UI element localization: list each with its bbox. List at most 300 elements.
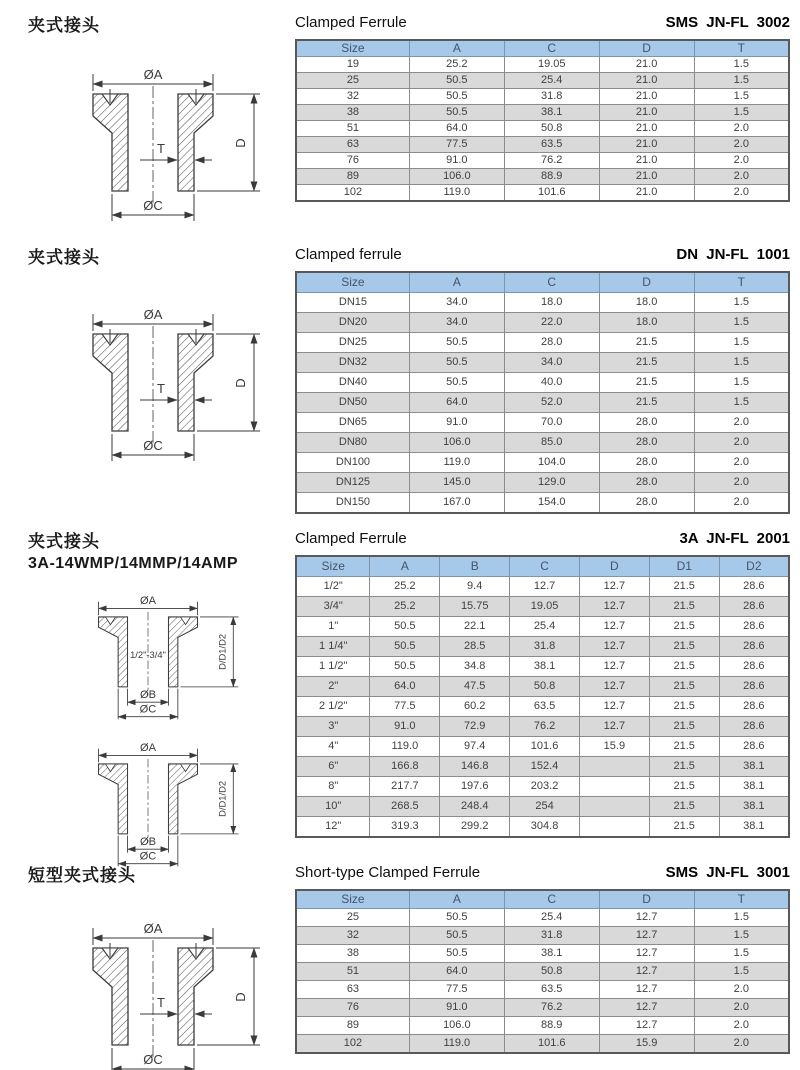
table-cell: 15.9 xyxy=(599,1035,694,1054)
table-cell: 167.0 xyxy=(409,493,504,514)
table-cell: 32 xyxy=(296,927,409,945)
section3-left xyxy=(28,530,290,868)
table-cell: 102 xyxy=(296,185,409,202)
table-cell: 25.4 xyxy=(504,73,599,89)
spec-table-sms-3002 xyxy=(295,39,790,202)
section2-left xyxy=(28,246,290,479)
table-row xyxy=(296,373,789,393)
table-row xyxy=(296,293,789,313)
table-cell: 88.9 xyxy=(504,169,599,185)
table-cell: 28.0 xyxy=(599,413,694,433)
table-cell: 50.5 xyxy=(370,657,440,677)
table-cell: 12.7 xyxy=(579,677,649,697)
table-cell: 89 xyxy=(296,169,409,185)
table-row xyxy=(296,737,789,757)
table-cell: 28.6 xyxy=(719,717,789,737)
table-cell: 21.0 xyxy=(599,137,694,153)
table-cell: 15.9 xyxy=(579,737,649,757)
table-row xyxy=(296,1017,789,1035)
table-cell: 50.5 xyxy=(409,927,504,945)
table-cell: 102 xyxy=(296,1035,409,1054)
table-cell: 154.0 xyxy=(504,493,599,514)
table-cell: 1.5 xyxy=(694,373,789,393)
table-cell: 50.5 xyxy=(409,945,504,963)
ferrule-cross-section-drawing xyxy=(28,39,278,239)
table-cell: 1.5 xyxy=(694,333,789,353)
table-cell: 1.5 xyxy=(694,393,789,413)
table-cell: 21.5 xyxy=(599,333,694,353)
table-row xyxy=(296,757,789,777)
table-cell: 21.5 xyxy=(649,797,719,817)
table-cell: 21.5 xyxy=(599,393,694,413)
table-cell: 28.0 xyxy=(599,433,694,453)
table-cell: 63.5 xyxy=(504,981,599,999)
table-cell: 4" xyxy=(296,737,370,757)
table-cell: 12.7 xyxy=(579,597,649,617)
table-header-row xyxy=(296,890,789,909)
table-cell: DN125 xyxy=(296,473,409,493)
section1-right xyxy=(295,14,790,202)
table-cell: 64.0 xyxy=(409,393,504,413)
table-cell: 60.2 xyxy=(440,697,510,717)
table-cell: 3" xyxy=(296,717,370,737)
table-cell: 101.6 xyxy=(504,1035,599,1054)
section1-chinese-label: 夹式接头 xyxy=(28,16,100,35)
table-row xyxy=(296,927,789,945)
table-cell: 25.4 xyxy=(510,617,580,637)
table-cell: DN25 xyxy=(296,333,409,353)
table-header-row xyxy=(296,272,789,293)
table-cell: 21.5 xyxy=(649,697,719,717)
column-header: T xyxy=(694,272,789,293)
table-cell: 76 xyxy=(296,153,409,169)
table-row xyxy=(296,657,789,677)
table-row xyxy=(296,333,789,353)
table-cell: 2.0 xyxy=(694,453,789,473)
table-cell: 197.6 xyxy=(440,777,510,797)
section4-standard-code: SMS JN-FL 3001 xyxy=(665,864,790,881)
table-cell: 9.4 xyxy=(440,577,510,597)
column-header: Size xyxy=(296,890,409,909)
table-row xyxy=(296,185,789,202)
table-cell: 12.7 xyxy=(510,577,580,597)
table-cell: 91.0 xyxy=(409,413,504,433)
table-cell xyxy=(579,777,649,797)
table-cell: 25 xyxy=(296,909,409,927)
ferrule-3a-large-drawing xyxy=(28,723,268,868)
table-cell: 1.5 xyxy=(694,945,789,963)
section3-titlebar xyxy=(295,530,790,547)
dim-label-d-d1-d2: D/D1/D2 xyxy=(217,780,228,817)
table-cell: 38 xyxy=(296,105,409,121)
table-cell: 28.0 xyxy=(599,473,694,493)
table-cell: 28.6 xyxy=(719,617,789,637)
table-cell: 101.6 xyxy=(504,185,599,202)
column-header: C xyxy=(504,890,599,909)
table-cell: 12.7 xyxy=(599,1017,694,1035)
table-cell: 217.7 xyxy=(370,777,440,797)
table-row xyxy=(296,777,789,797)
spec-table-3a-2001 xyxy=(295,555,790,838)
dim-label-diameter-c: ØC xyxy=(139,703,157,716)
dim-label-t: T xyxy=(157,995,165,1010)
table-cell: 12.7 xyxy=(579,697,649,717)
section4-right xyxy=(295,864,790,1054)
table-cell: 63 xyxy=(296,981,409,999)
table-cell: 1.5 xyxy=(694,73,789,89)
table-row xyxy=(296,313,789,333)
table-cell: 50.5 xyxy=(409,105,504,121)
table-cell: 76.2 xyxy=(510,717,580,737)
dim-label-diameter-b: ØB xyxy=(139,688,157,701)
section1-titlebar xyxy=(295,14,790,31)
table-cell: 21.5 xyxy=(649,737,719,757)
table-row xyxy=(296,717,789,737)
table-cell: 15.75 xyxy=(440,597,510,617)
table-cell: 25.4 xyxy=(504,909,599,927)
table-cell: 32 xyxy=(296,89,409,105)
table-cell: 28.0 xyxy=(599,493,694,514)
table-cell: 21.0 xyxy=(599,169,694,185)
table-row xyxy=(296,73,789,89)
table-cell: 146.8 xyxy=(440,757,510,777)
table-cell: DN20 xyxy=(296,313,409,333)
table-cell: 40.0 xyxy=(504,373,599,393)
section3-right xyxy=(295,530,790,838)
dim-label-t: T xyxy=(157,141,165,156)
table-cell: 101.6 xyxy=(510,737,580,757)
table-cell: 28.6 xyxy=(719,657,789,677)
table-cell: 28.0 xyxy=(504,333,599,353)
table-cell: 28.6 xyxy=(719,737,789,757)
table-cell: 12.7 xyxy=(599,909,694,927)
table-row xyxy=(296,353,789,373)
dim-label-d-d1-d2: D/D1/D2 xyxy=(217,633,228,670)
table-cell: 22.1 xyxy=(440,617,510,637)
column-header: C xyxy=(504,40,599,57)
column-header: T xyxy=(694,40,789,57)
table-cell: 1" xyxy=(296,617,370,637)
table-cell: 63.5 xyxy=(504,137,599,153)
column-header: C xyxy=(510,556,580,577)
ferrule-cross-section-drawing xyxy=(28,279,278,479)
table-cell: 64.0 xyxy=(409,963,504,981)
dim-label-t: T xyxy=(157,381,165,396)
table-cell: 12.7 xyxy=(579,617,649,637)
table-cell: 28.6 xyxy=(719,677,789,697)
table-cell: 34.0 xyxy=(409,313,504,333)
column-header: D1 xyxy=(649,556,719,577)
bore-range-label: 1/2"-3/4" xyxy=(130,649,166,660)
column-header: T xyxy=(694,890,789,909)
table-row xyxy=(296,473,789,493)
table-cell: 1.5 xyxy=(694,927,789,945)
table-cell: DN50 xyxy=(296,393,409,413)
table-cell: 2.0 xyxy=(694,1035,789,1054)
table-cell: 319.3 xyxy=(370,817,440,838)
table-cell: 25.2 xyxy=(409,57,504,73)
table-cell: 88.9 xyxy=(504,1017,599,1035)
table-cell: 76 xyxy=(296,999,409,1017)
table-row xyxy=(296,637,789,657)
table-cell: 50.5 xyxy=(409,333,504,353)
table-cell: 21.0 xyxy=(599,105,694,121)
table-row xyxy=(296,1035,789,1054)
table-cell: 21.0 xyxy=(599,73,694,89)
table-cell: 18.0 xyxy=(504,293,599,313)
section3-model-label: 3A-14WMP/14MMP/14AMP xyxy=(28,555,239,572)
table-header-row xyxy=(296,556,789,577)
table-cell: 1.5 xyxy=(694,353,789,373)
table-cell: DN40 xyxy=(296,373,409,393)
table-cell: 18.0 xyxy=(599,313,694,333)
section4-titlebar xyxy=(295,864,790,881)
dim-label-diameter-a: ØA xyxy=(139,742,157,755)
table-cell: DN80 xyxy=(296,433,409,453)
column-header: Size xyxy=(296,272,409,293)
table-cell: 152.4 xyxy=(510,757,580,777)
dim-label-diameter-c: ØC xyxy=(143,198,163,213)
table-cell: 97.4 xyxy=(440,737,510,757)
table-cell: 18.0 xyxy=(599,293,694,313)
table-cell: 10" xyxy=(296,797,370,817)
table-cell: 21.5 xyxy=(649,617,719,637)
table-cell: 52.0 xyxy=(504,393,599,413)
section2-standard-code: DN JN-FL 1001 xyxy=(676,246,790,263)
table-cell: 63.5 xyxy=(510,697,580,717)
section3-chinese-label: 夹式接头 xyxy=(28,532,100,551)
table-cell: 2.0 xyxy=(694,981,789,999)
table-row xyxy=(296,697,789,717)
table-cell: 106.0 xyxy=(409,169,504,185)
table-cell: 248.4 xyxy=(440,797,510,817)
table-cell: 304.8 xyxy=(510,817,580,838)
dim-label-diameter-a: ØA xyxy=(139,595,157,608)
table-cell: 21.5 xyxy=(649,757,719,777)
table-cell: 2.0 xyxy=(694,169,789,185)
table-cell: 2.0 xyxy=(694,473,789,493)
table-cell: 19.05 xyxy=(510,597,580,617)
table-cell: 1.5 xyxy=(694,963,789,981)
column-header: D xyxy=(599,272,694,293)
table-row xyxy=(296,577,789,597)
table-cell: 28.5 xyxy=(440,637,510,657)
column-header: C xyxy=(504,272,599,293)
table-cell: 77.5 xyxy=(409,137,504,153)
table-row xyxy=(296,137,789,153)
dim-label-diameter-c: ØC xyxy=(143,438,163,453)
table-row xyxy=(296,677,789,697)
table-cell: 50.5 xyxy=(409,373,504,393)
table-cell: 2.0 xyxy=(694,185,789,202)
table-cell: 12.7 xyxy=(599,999,694,1017)
table-cell: 28.6 xyxy=(719,697,789,717)
table-cell: 21.5 xyxy=(649,817,719,838)
column-header: D2 xyxy=(719,556,789,577)
table-cell: 1.5 xyxy=(694,313,789,333)
table-row xyxy=(296,945,789,963)
table-cell: 19 xyxy=(296,57,409,73)
dim-label-diameter-b: ØB xyxy=(139,835,157,848)
table-cell: 2" xyxy=(296,677,370,697)
section1-title: Clamped Ferrule xyxy=(295,14,407,31)
table-cell: 25.2 xyxy=(370,597,440,617)
table-header-row xyxy=(296,40,789,57)
table-cell: 2.0 xyxy=(694,1017,789,1035)
spec-table-sms-3001 xyxy=(295,889,790,1054)
table-cell: 119.0 xyxy=(409,453,504,473)
table-cell: 34.0 xyxy=(409,293,504,313)
table-cell: 1.5 xyxy=(694,57,789,73)
column-header: A xyxy=(409,890,504,909)
table-cell: 19.05 xyxy=(504,57,599,73)
table-cell: 21.5 xyxy=(599,373,694,393)
table-cell: 38.1 xyxy=(504,945,599,963)
spec-table-dn-1001 xyxy=(295,271,790,514)
table-cell: DN100 xyxy=(296,453,409,473)
section3-standard-code: 3A JN-FL 2001 xyxy=(679,530,790,547)
column-header: D xyxy=(599,890,694,909)
table-cell: 21.5 xyxy=(649,637,719,657)
table-row xyxy=(296,169,789,185)
table-cell: 47.5 xyxy=(440,677,510,697)
table-cell: 12.7 xyxy=(599,945,694,963)
table-cell: 38.1 xyxy=(719,777,789,797)
table-cell: 2.0 xyxy=(694,153,789,169)
table-cell: 3/4" xyxy=(296,597,370,617)
table-cell: 25.2 xyxy=(370,577,440,597)
table-cell: 21.0 xyxy=(599,57,694,73)
table-row xyxy=(296,981,789,999)
table-cell: 6" xyxy=(296,757,370,777)
table-cell: 50.5 xyxy=(370,637,440,657)
table-cell: 50.5 xyxy=(409,89,504,105)
table-cell: DN65 xyxy=(296,413,409,433)
table-cell: 63 xyxy=(296,137,409,153)
column-header: D xyxy=(599,40,694,57)
table-cell: 1.5 xyxy=(694,293,789,313)
table-cell: 1.5 xyxy=(694,909,789,927)
table-cell: 72.9 xyxy=(440,717,510,737)
table-cell: 2 1/2" xyxy=(296,697,370,717)
table-cell: 145.0 xyxy=(409,473,504,493)
table-cell: 77.5 xyxy=(370,697,440,717)
table-cell: 203.2 xyxy=(510,777,580,797)
table-cell: 38.1 xyxy=(719,817,789,838)
table-cell: 1 1/4" xyxy=(296,637,370,657)
dim-label-diameter-a: ØA xyxy=(143,67,163,82)
column-header: Size xyxy=(296,556,370,577)
table-cell: 1 1/2" xyxy=(296,657,370,677)
table-cell: 38.1 xyxy=(504,105,599,121)
table-cell: 28.6 xyxy=(719,577,789,597)
dim-label-diameter-a: ØA xyxy=(143,921,163,936)
table-cell: 1.5 xyxy=(694,105,789,121)
table-cell: 12.7 xyxy=(579,577,649,597)
table-cell: 12.7 xyxy=(599,963,694,981)
table-row xyxy=(296,493,789,514)
section1-left xyxy=(28,14,290,239)
table-cell: 50.8 xyxy=(504,963,599,981)
dim-label-diameter-c: ØC xyxy=(143,1052,163,1067)
table-cell: 64.0 xyxy=(370,677,440,697)
table-row xyxy=(296,121,789,137)
table-cell: 119.0 xyxy=(409,185,504,202)
table-cell: 2.0 xyxy=(694,493,789,514)
table-cell xyxy=(579,817,649,838)
section4-left xyxy=(28,864,290,1070)
table-cell: 21.5 xyxy=(599,353,694,373)
table-cell: 76.2 xyxy=(504,999,599,1017)
table-cell: 50.5 xyxy=(370,617,440,637)
table-cell: 50.5 xyxy=(409,73,504,89)
table-row xyxy=(296,817,789,838)
table-cell xyxy=(579,757,649,777)
table-row xyxy=(296,909,789,927)
table-cell: 21.0 xyxy=(599,89,694,105)
table-cell: 77.5 xyxy=(409,981,504,999)
table-cell: 76.2 xyxy=(504,153,599,169)
table-cell: 51 xyxy=(296,121,409,137)
section1-standard-code: SMS JN-FL 3002 xyxy=(665,14,790,31)
dim-label-d: D xyxy=(233,138,248,148)
table-cell: 21.0 xyxy=(599,185,694,202)
table-cell: DN32 xyxy=(296,353,409,373)
section2-titlebar xyxy=(295,246,790,263)
table-cell: 106.0 xyxy=(409,433,504,453)
table-cell: 34.8 xyxy=(440,657,510,677)
ferrule-cross-section-drawing xyxy=(28,893,278,1070)
table-cell: 28.6 xyxy=(719,637,789,657)
table-row xyxy=(296,89,789,105)
table-cell: 50.5 xyxy=(409,909,504,927)
table-cell: 91.0 xyxy=(409,153,504,169)
table-cell: 2.0 xyxy=(694,137,789,153)
table-cell: 8" xyxy=(296,777,370,797)
table-cell: 22.0 xyxy=(504,313,599,333)
table-cell: 129.0 xyxy=(504,473,599,493)
table-cell: 2.0 xyxy=(694,433,789,453)
table-cell: 89 xyxy=(296,1017,409,1035)
table-cell: 91.0 xyxy=(370,717,440,737)
table-cell: 21.5 xyxy=(649,677,719,697)
column-header: Size xyxy=(296,40,409,57)
table-cell: 31.8 xyxy=(504,89,599,105)
table-cell: 119.0 xyxy=(370,737,440,757)
table-cell: 2.0 xyxy=(694,413,789,433)
ferrule-3a-small-drawing xyxy=(28,576,268,721)
dim-label-diameter-c: ØC xyxy=(139,850,157,863)
table-cell: 21.0 xyxy=(599,153,694,169)
column-header: A xyxy=(409,272,504,293)
table-cell: 12.7 xyxy=(599,927,694,945)
table-row xyxy=(296,597,789,617)
column-header: A xyxy=(409,40,504,57)
table-row xyxy=(296,453,789,473)
table-row xyxy=(296,797,789,817)
table-cell: 1.5 xyxy=(694,89,789,105)
dim-label-d: D xyxy=(233,378,248,388)
dim-label-diameter-a: ØA xyxy=(143,307,163,322)
table-cell: 21.5 xyxy=(649,777,719,797)
table-cell: 91.0 xyxy=(409,999,504,1017)
table-cell: 254 xyxy=(510,797,580,817)
table-cell: 12" xyxy=(296,817,370,838)
table-cell: 38 xyxy=(296,945,409,963)
table-cell: 166.8 xyxy=(370,757,440,777)
table-cell: 299.2 xyxy=(440,817,510,838)
section3-title: Clamped Ferrule xyxy=(295,530,407,547)
